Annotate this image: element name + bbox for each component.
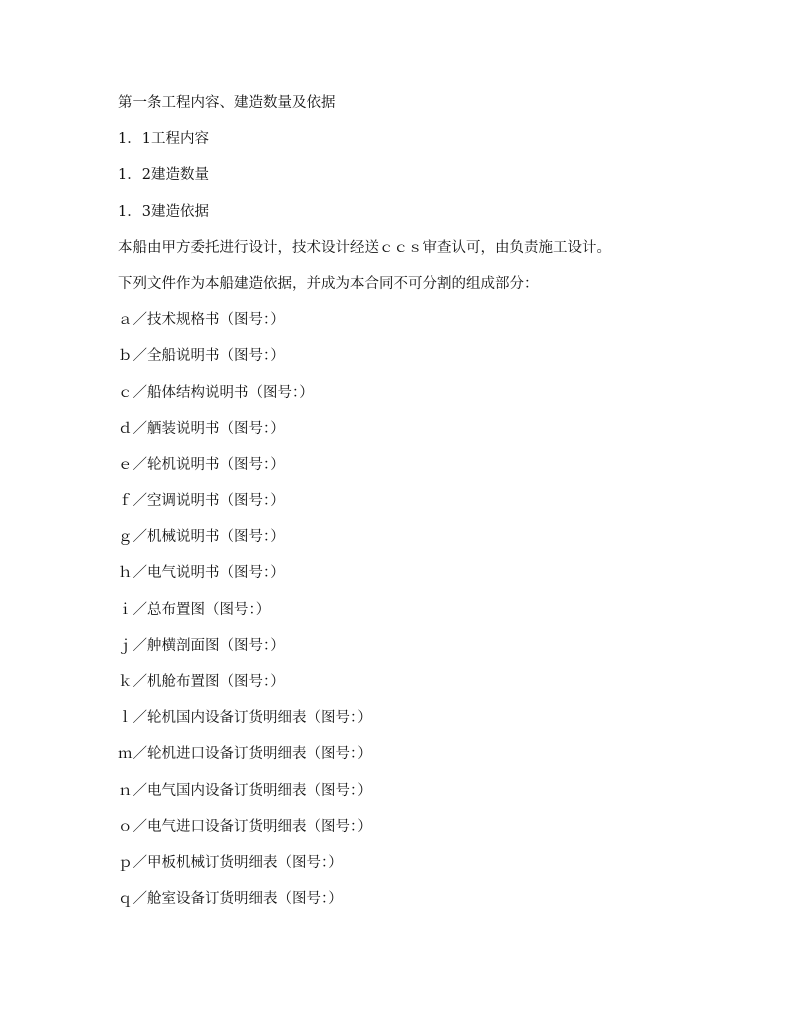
list-item-j: ｊ／舯横剖面图（图号：） bbox=[118, 637, 285, 654]
list-item-h: ｈ／电气说明书（图号：） bbox=[118, 565, 285, 582]
article-heading: 第一条工程内容、建造数量及依据 bbox=[118, 95, 336, 111]
section-heading-1-2: 1．2建造数量 bbox=[118, 167, 209, 184]
list-item-b: ｂ／全船说明书（图号：） bbox=[118, 348, 285, 365]
section-heading-1-3: 1．3建造依据 bbox=[118, 203, 209, 220]
section-heading-1-1: 1．1工程内容 bbox=[118, 131, 209, 148]
list-item-e: ｅ／轮机说明书（图号：） bbox=[118, 456, 285, 473]
paragraph-design: 本船由甲方委托进行设计，技术设计经送ｃｃｓ审查认可，由负责施工设计。 bbox=[118, 239, 611, 256]
list-item-f: ｆ／空调说明书（图号：） bbox=[118, 493, 285, 510]
paragraph-documents-intro: 下列文件作为本船建造依据，并成为本合同不可分割的组成部分： bbox=[118, 275, 539, 292]
list-item-i: ｉ／总布置图（图号：） bbox=[118, 601, 271, 618]
list-item-q: ｑ／舱室设备订货明细表（图号：） bbox=[118, 891, 343, 908]
list-item-d: ｄ／舾装说明书（图号：） bbox=[118, 420, 285, 437]
list-item-k: ｋ／机舱布置图（图号：） bbox=[118, 674, 285, 690]
list-item-m: ｍ／轮机进口设备订货明细表（图号：） bbox=[118, 746, 372, 763]
list-item-c: ｃ／船体结构说明书（图号：） bbox=[118, 384, 314, 401]
list-item-p: ｐ／甲板机械订货明细表（图号：） bbox=[118, 854, 343, 871]
list-item-g: ｇ／机械说明书（图号：） bbox=[118, 529, 285, 546]
document-body bbox=[118, 92, 738, 924]
list-item-l: ｌ／轮机国内设备订货明细表（图号：） bbox=[118, 710, 372, 727]
list-item-a: ａ／技术规格书（图号：） bbox=[118, 312, 285, 329]
list-item-o: ｏ／电气进口设备订货明细表（图号：） bbox=[118, 818, 372, 835]
list-item-n: ｎ／电气国内设备订货明细表（图号：） bbox=[118, 782, 372, 799]
